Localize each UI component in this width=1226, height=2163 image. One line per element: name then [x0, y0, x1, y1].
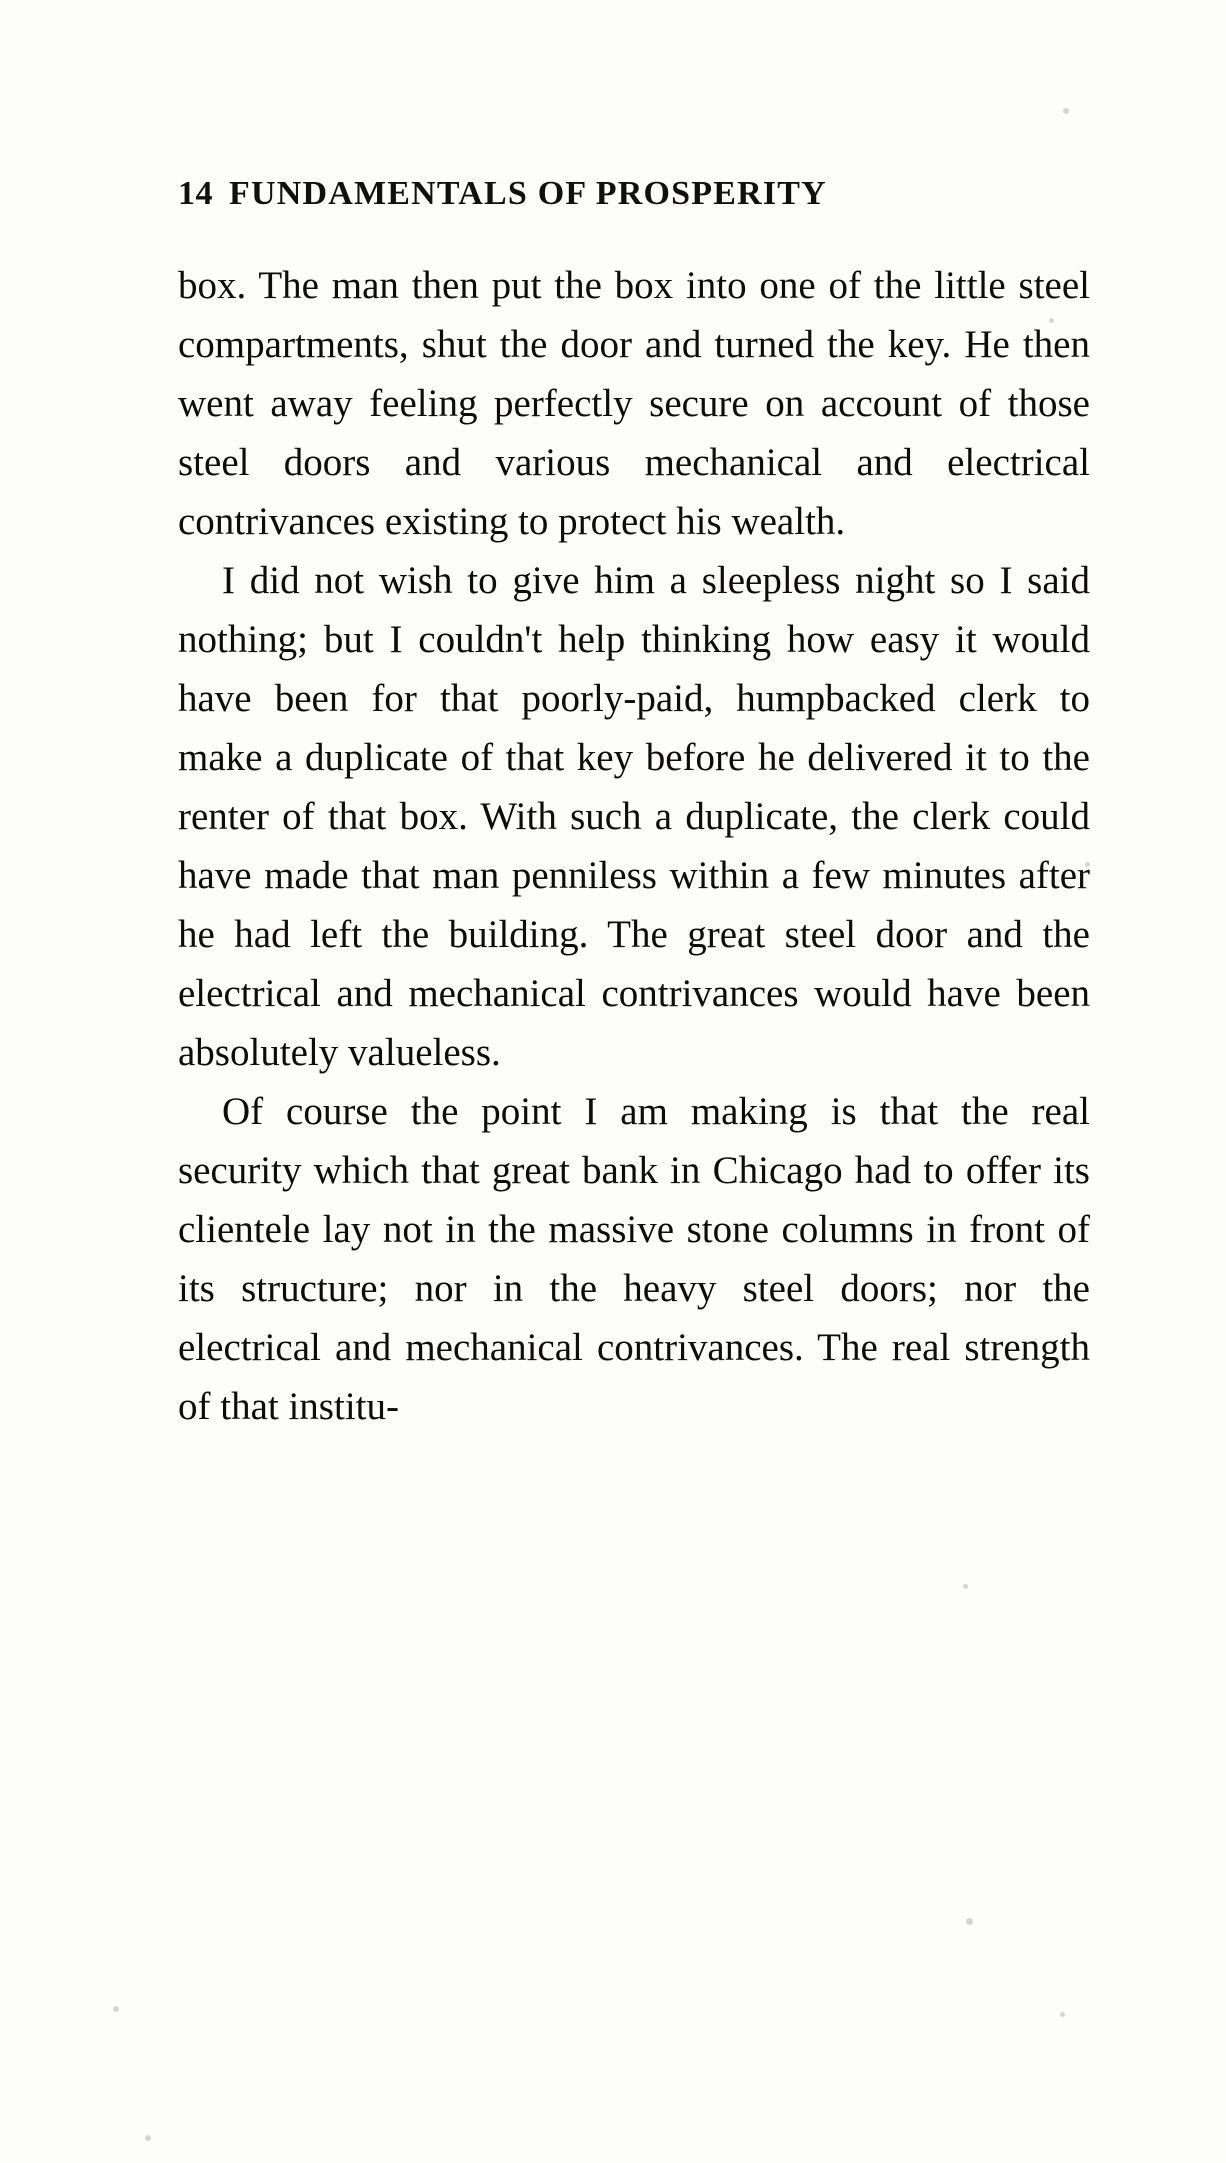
paragraph: box. The man then put the box into one of the little steel compartments, shut the door and turned the key. He then went away feeling perfectly secure on account of those steel doors and various mechanical and electrical contrivances existing to protect his wealth. [178, 264, 1090, 544]
paper-speck [966, 1918, 973, 1925]
paper-speck [145, 2135, 151, 2141]
paper-speck [1063, 108, 1069, 114]
body-text [178, 256, 1090, 1436]
paper-speck [1060, 2012, 1065, 2017]
paper-speck [963, 1584, 968, 1589]
paragraph: Of course the point I am making is that the real security which that great bank in Chicago had to offer its clientele lay not in the massive stone columns in front of its structure; nor in the heavy steel doors; nor the electrical and mechanical contrivances. The real strength of that institu- [178, 1090, 1090, 1429]
page-content [178, 175, 1090, 1436]
running-title: FUNDAMENTALS OF PROSPERITY [229, 175, 827, 212]
page-number: 14 [178, 175, 213, 212]
paper-speck [113, 2006, 119, 2012]
paragraph: I did not wish to give him a sleepless night so I said nothing; but I couldn't help thinking how easy it would have been for that poorly-paid, humpbacked clerk to make a duplicate of that key before he delivered it to the renter of that box. With such a duplicate, the clerk could have made that man penniless within a few minutes after he had left the building. The great steel door and the electrical and mechanical contrivances would have been absolutely valueless. [178, 559, 1090, 1075]
running-head [178, 175, 1090, 212]
